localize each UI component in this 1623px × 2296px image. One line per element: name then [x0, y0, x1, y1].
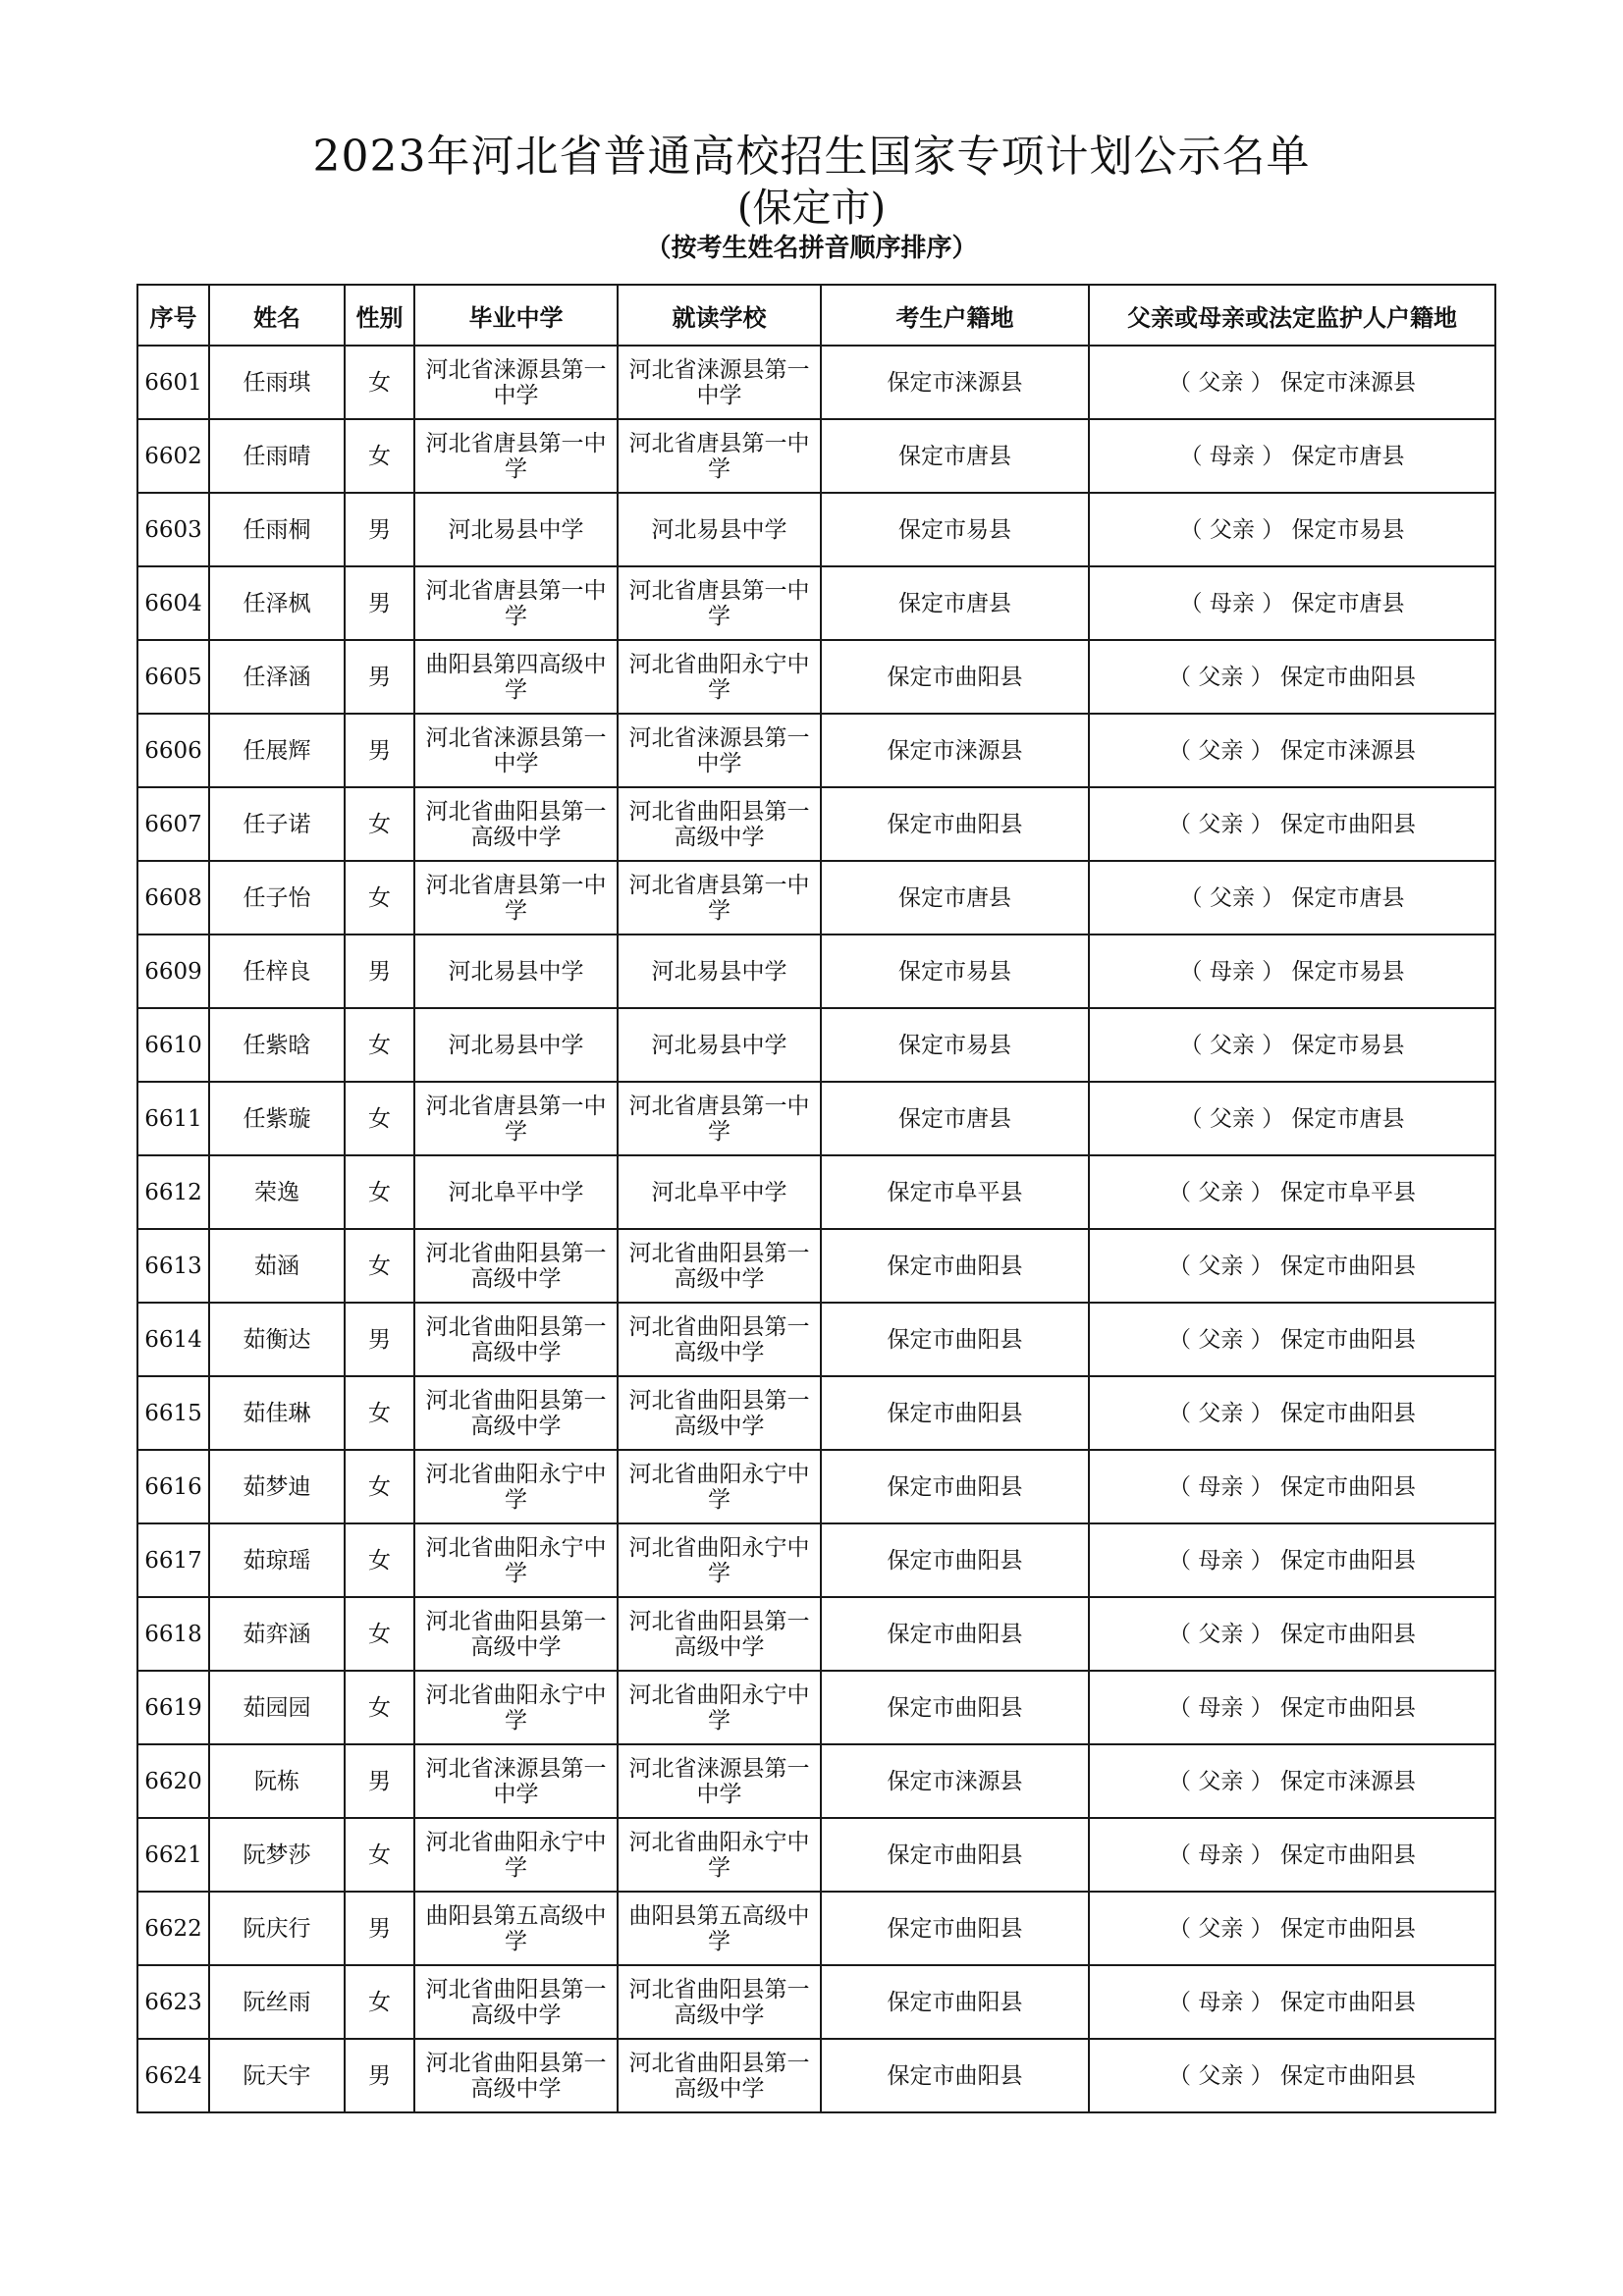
- table-row: [137, 714, 1495, 787]
- sort-note: （按考生姓名拼音顺序排序）: [645, 234, 978, 263]
- student-name-cell: 阮栋: [209, 1744, 345, 1818]
- roster-table: [136, 284, 1496, 2113]
- student-name-cell: 任紫晗: [209, 1008, 345, 1082]
- student-name-cell: 茹衡达: [209, 1303, 345, 1376]
- student-residence-cell: 保定市易县: [821, 493, 1089, 566]
- table-row: [137, 1229, 1495, 1303]
- gender-cell: 男: [345, 934, 414, 1008]
- current-school-cell: 河北省涞源县第一中学: [618, 346, 821, 419]
- gender-cell: 女: [345, 1008, 414, 1082]
- guardian-residence-cell: （ 父亲 ） 保定市易县: [1089, 493, 1495, 566]
- header-graduating-school: 毕业中学: [414, 285, 618, 346]
- graduating-school-cell: 河北省曲阳县第一高级中学: [414, 1597, 618, 1671]
- student-residence-cell: 保定市唐县: [821, 1082, 1089, 1155]
- header-guardian-residence: 父亲或母亲或法定监护人户籍地: [1089, 285, 1495, 346]
- table-row: [137, 787, 1495, 861]
- guardian-residence-cell: （ 父亲 ） 保定市阜平县: [1089, 1155, 1495, 1229]
- current-school-cell: 河北省曲阳永宁中学: [618, 1818, 821, 1892]
- graduating-school-cell: 河北省涞源县第一中学: [414, 346, 618, 419]
- student-name-cell: 阮丝雨: [209, 1965, 345, 2039]
- gender-cell: 女: [345, 861, 414, 934]
- guardian-residence-cell: （ 父亲 ） 保定市曲阳县: [1089, 787, 1495, 861]
- student-name-cell: 任雨桐: [209, 493, 345, 566]
- current-school-cell: 河北省曲阳县第一高级中学: [618, 1965, 821, 2039]
- table-row: [137, 1155, 1495, 1229]
- table-row: [137, 1671, 1495, 1744]
- student-residence-cell: 保定市涞源县: [821, 346, 1089, 419]
- row-index-cell: 6623: [137, 1965, 209, 2039]
- current-school-cell: 河北省曲阳永宁中学: [618, 1671, 821, 1744]
- row-index-cell: 6624: [137, 2039, 209, 2112]
- guardian-residence-cell: （ 母亲 ） 保定市曲阳县: [1089, 1818, 1495, 1892]
- student-name-cell: 茹园园: [209, 1671, 345, 1744]
- graduating-school-cell: 河北省曲阳县第一高级中学: [414, 1229, 618, 1303]
- gender-cell: 女: [345, 1450, 414, 1523]
- row-index-cell: 6601: [137, 346, 209, 419]
- student-name-cell: 茹梦迪: [209, 1450, 345, 1523]
- guardian-residence-cell: （ 父亲 ） 保定市唐县: [1089, 1082, 1495, 1155]
- row-index-cell: 6603: [137, 493, 209, 566]
- table-row: [137, 1303, 1495, 1376]
- document-subtitle: (保定市): [736, 186, 887, 231]
- current-school-cell: 河北省曲阳县第一高级中学: [618, 787, 821, 861]
- table-row: [137, 1523, 1495, 1597]
- document-title: 2023年河北省普通高校招生国家专项计划公示名单: [312, 132, 1311, 182]
- student-residence-cell: 保定市曲阳县: [821, 1671, 1089, 1744]
- student-residence-cell: 保定市唐县: [821, 566, 1089, 640]
- student-residence-cell: 保定市曲阳县: [821, 2039, 1089, 2112]
- student-name-cell: 阮天宇: [209, 2039, 345, 2112]
- row-index-cell: 6611: [137, 1082, 209, 1155]
- student-residence-cell: 保定市曲阳县: [821, 1892, 1089, 1965]
- student-name-cell: 阮庆行: [209, 1892, 345, 1965]
- header-current-school: 就读学校: [618, 285, 821, 346]
- row-index-cell: 6610: [137, 1008, 209, 1082]
- student-residence-cell: 保定市曲阳县: [821, 1303, 1089, 1376]
- student-name-cell: 任子诺: [209, 787, 345, 861]
- current-school-cell: 河北省曲阳县第一高级中学: [618, 2039, 821, 2112]
- row-index-cell: 6608: [137, 861, 209, 934]
- current-school-cell: 河北易县中学: [618, 1008, 821, 1082]
- table-header-row: [137, 285, 1495, 346]
- gender-cell: 男: [345, 714, 414, 787]
- graduating-school-cell: 河北省涞源县第一中学: [414, 1744, 618, 1818]
- current-school-cell: 河北省涞源县第一中学: [618, 1744, 821, 1818]
- current-school-cell: 河北省唐县第一中学: [618, 1082, 821, 1155]
- guardian-residence-cell: （ 母亲 ） 保定市曲阳县: [1089, 1671, 1495, 1744]
- gender-cell: 男: [345, 566, 414, 640]
- gender-cell: 男: [345, 2039, 414, 2112]
- student-residence-cell: 保定市涞源县: [821, 714, 1089, 787]
- student-name-cell: 茹琼瑶: [209, 1523, 345, 1597]
- current-school-cell: 曲阳县第五高级中学: [618, 1892, 821, 1965]
- graduating-school-cell: 河北易县中学: [414, 493, 618, 566]
- guardian-residence-cell: （ 父亲 ） 保定市曲阳县: [1089, 1376, 1495, 1450]
- table-row: [137, 934, 1495, 1008]
- row-index-cell: 6618: [137, 1597, 209, 1671]
- student-residence-cell: 保定市易县: [821, 934, 1089, 1008]
- guardian-residence-cell: （ 父亲 ） 保定市曲阳县: [1089, 1229, 1495, 1303]
- graduating-school-cell: 河北省曲阳县第一高级中学: [414, 787, 618, 861]
- student-name-cell: 任雨琪: [209, 346, 345, 419]
- guardian-residence-cell: （ 父亲 ） 保定市曲阳县: [1089, 2039, 1495, 2112]
- student-name-cell: 荣逸: [209, 1155, 345, 1229]
- gender-cell: 女: [345, 1965, 414, 2039]
- table-row: [137, 1376, 1495, 1450]
- header-gender: 性别: [345, 285, 414, 346]
- row-index-cell: 6604: [137, 566, 209, 640]
- graduating-school-cell: 河北省曲阳永宁中学: [414, 1818, 618, 1892]
- student-name-cell: 任泽枫: [209, 566, 345, 640]
- gender-cell: 男: [345, 493, 414, 566]
- row-index-cell: 6612: [137, 1155, 209, 1229]
- student-residence-cell: 保定市曲阳县: [821, 1450, 1089, 1523]
- table-row: [137, 2039, 1495, 2112]
- gender-cell: 男: [345, 1892, 414, 1965]
- graduating-school-cell: 河北省唐县第一中学: [414, 1082, 618, 1155]
- student-name-cell: 茹弈涵: [209, 1597, 345, 1671]
- table-row: [137, 1744, 1495, 1818]
- row-index-cell: 6609: [137, 934, 209, 1008]
- student-residence-cell: 保定市唐县: [821, 861, 1089, 934]
- row-index-cell: 6617: [137, 1523, 209, 1597]
- student-name-cell: 任紫璇: [209, 1082, 345, 1155]
- graduating-school-cell: 河北阜平中学: [414, 1155, 618, 1229]
- graduating-school-cell: 河北省曲阳县第一高级中学: [414, 1376, 618, 1450]
- graduating-school-cell: 河北省曲阳县第一高级中学: [414, 1965, 618, 2039]
- graduating-school-cell: 河北省曲阳永宁中学: [414, 1450, 618, 1523]
- gender-cell: 女: [345, 787, 414, 861]
- gender-cell: 女: [345, 1818, 414, 1892]
- student-name-cell: 阮梦莎: [209, 1818, 345, 1892]
- row-index-cell: 6615: [137, 1376, 209, 1450]
- gender-cell: 女: [345, 1155, 414, 1229]
- row-index-cell: 6620: [137, 1744, 209, 1818]
- table-row: [137, 1597, 1495, 1671]
- gender-cell: 男: [345, 1303, 414, 1376]
- current-school-cell: 河北省唐县第一中学: [618, 861, 821, 934]
- current-school-cell: 河北省曲阳永宁中学: [618, 640, 821, 714]
- student-name-cell: 茹佳琳: [209, 1376, 345, 1450]
- guardian-residence-cell: （ 父亲 ） 保定市曲阳县: [1089, 1303, 1495, 1376]
- current-school-cell: 河北省曲阳永宁中学: [618, 1450, 821, 1523]
- student-residence-cell: 保定市曲阳县: [821, 1965, 1089, 2039]
- row-index-cell: 6605: [137, 640, 209, 714]
- guardian-residence-cell: （ 母亲 ） 保定市易县: [1089, 934, 1495, 1008]
- current-school-cell: 河北省曲阳县第一高级中学: [618, 1597, 821, 1671]
- student-residence-cell: 保定市曲阳县: [821, 1818, 1089, 1892]
- student-residence-cell: 保定市曲阳县: [821, 1523, 1089, 1597]
- graduating-school-cell: 曲阳县第五高级中学: [414, 1892, 618, 1965]
- row-index-cell: 6622: [137, 1892, 209, 1965]
- gender-cell: 女: [345, 346, 414, 419]
- table-row: [137, 1965, 1495, 2039]
- guardian-residence-cell: （ 母亲 ） 保定市唐县: [1089, 419, 1495, 493]
- table-row: [137, 566, 1495, 640]
- graduating-school-cell: 河北省涞源县第一中学: [414, 714, 618, 787]
- student-residence-cell: 保定市曲阳县: [821, 1229, 1089, 1303]
- table-row: [137, 1892, 1495, 1965]
- graduating-school-cell: 河北省曲阳永宁中学: [414, 1671, 618, 1744]
- student-name-cell: 任泽涵: [209, 640, 345, 714]
- student-residence-cell: 保定市阜平县: [821, 1155, 1089, 1229]
- gender-cell: 男: [345, 1744, 414, 1818]
- table-row: [137, 1082, 1495, 1155]
- table-row: [137, 861, 1495, 934]
- graduating-school-cell: 河北易县中学: [414, 934, 618, 1008]
- guardian-residence-cell: （ 母亲 ） 保定市曲阳县: [1089, 1523, 1495, 1597]
- guardian-residence-cell: （ 父亲 ） 保定市曲阳县: [1089, 1892, 1495, 1965]
- row-index-cell: 6607: [137, 787, 209, 861]
- current-school-cell: 河北省唐县第一中学: [618, 566, 821, 640]
- student-name-cell: 任子怡: [209, 861, 345, 934]
- current-school-cell: 河北易县中学: [618, 934, 821, 1008]
- guardian-residence-cell: （ 母亲 ） 保定市唐县: [1089, 566, 1495, 640]
- student-residence-cell: 保定市曲阳县: [821, 1376, 1089, 1450]
- gender-cell: 女: [345, 1376, 414, 1450]
- student-residence-cell: 保定市唐县: [821, 419, 1089, 493]
- student-residence-cell: 保定市曲阳县: [821, 640, 1089, 714]
- student-residence-cell: 保定市曲阳县: [821, 1597, 1089, 1671]
- student-residence-cell: 保定市涞源县: [821, 1744, 1089, 1818]
- table-row: [137, 493, 1495, 566]
- header-index: 序号: [137, 285, 209, 346]
- table-row: [137, 346, 1495, 419]
- graduating-school-cell: 河北省曲阳县第一高级中学: [414, 1303, 618, 1376]
- current-school-cell: 河北阜平中学: [618, 1155, 821, 1229]
- guardian-residence-cell: （ 父亲 ） 保定市易县: [1089, 1008, 1495, 1082]
- guardian-residence-cell: （ 父亲 ） 保定市曲阳县: [1089, 1597, 1495, 1671]
- graduating-school-cell: 曲阳县第四高级中学: [414, 640, 618, 714]
- student-name-cell: 任雨晴: [209, 419, 345, 493]
- row-index-cell: 6602: [137, 419, 209, 493]
- row-index-cell: 6614: [137, 1303, 209, 1376]
- header-name: 姓名: [209, 285, 345, 346]
- student-residence-cell: 保定市曲阳县: [821, 787, 1089, 861]
- guardian-residence-cell: （ 母亲 ） 保定市曲阳县: [1089, 1450, 1495, 1523]
- current-school-cell: 河北省曲阳县第一高级中学: [618, 1229, 821, 1303]
- table-row: [137, 1450, 1495, 1523]
- guardian-residence-cell: （ 父亲 ） 保定市曲阳县: [1089, 640, 1495, 714]
- row-index-cell: 6621: [137, 1818, 209, 1892]
- graduating-school-cell: 河北易县中学: [414, 1008, 618, 1082]
- guardian-residence-cell: （ 父亲 ） 保定市涞源县: [1089, 346, 1495, 419]
- header-student-residence: 考生户籍地: [821, 285, 1089, 346]
- guardian-residence-cell: （ 父亲 ） 保定市涞源县: [1089, 714, 1495, 787]
- current-school-cell: 河北省曲阳永宁中学: [618, 1523, 821, 1597]
- student-name-cell: 任展辉: [209, 714, 345, 787]
- current-school-cell: 河北省曲阳县第一高级中学: [618, 1376, 821, 1450]
- gender-cell: 女: [345, 419, 414, 493]
- guardian-residence-cell: （ 母亲 ） 保定市曲阳县: [1089, 1965, 1495, 2039]
- graduating-school-cell: 河北省唐县第一中学: [414, 419, 618, 493]
- gender-cell: 女: [345, 1523, 414, 1597]
- gender-cell: 女: [345, 1229, 414, 1303]
- graduating-school-cell: 河北省曲阳县第一高级中学: [414, 2039, 618, 2112]
- current-school-cell: 河北省涞源县第一中学: [618, 714, 821, 787]
- table-body: [137, 346, 1495, 2112]
- student-name-cell: 茹涵: [209, 1229, 345, 1303]
- graduating-school-cell: 河北省唐县第一中学: [414, 861, 618, 934]
- row-index-cell: 6616: [137, 1450, 209, 1523]
- row-index-cell: 6606: [137, 714, 209, 787]
- graduating-school-cell: 河北省唐县第一中学: [414, 566, 618, 640]
- gender-cell: 女: [345, 1082, 414, 1155]
- table-row: [137, 640, 1495, 714]
- graduating-school-cell: 河北省曲阳永宁中学: [414, 1523, 618, 1597]
- guardian-residence-cell: （ 父亲 ） 保定市涞源县: [1089, 1744, 1495, 1818]
- table-row: [137, 419, 1495, 493]
- gender-cell: 女: [345, 1597, 414, 1671]
- current-school-cell: 河北省曲阳县第一高级中学: [618, 1303, 821, 1376]
- current-school-cell: 河北省唐县第一中学: [618, 419, 821, 493]
- current-school-cell: 河北易县中学: [618, 493, 821, 566]
- guardian-residence-cell: （ 父亲 ） 保定市唐县: [1089, 861, 1495, 934]
- row-index-cell: 6619: [137, 1671, 209, 1744]
- table-row: [137, 1818, 1495, 1892]
- student-residence-cell: 保定市易县: [821, 1008, 1089, 1082]
- student-name-cell: 任梓良: [209, 934, 345, 1008]
- table-row: [137, 1008, 1495, 1082]
- row-index-cell: 6613: [137, 1229, 209, 1303]
- gender-cell: 男: [345, 640, 414, 714]
- gender-cell: 女: [345, 1671, 414, 1744]
